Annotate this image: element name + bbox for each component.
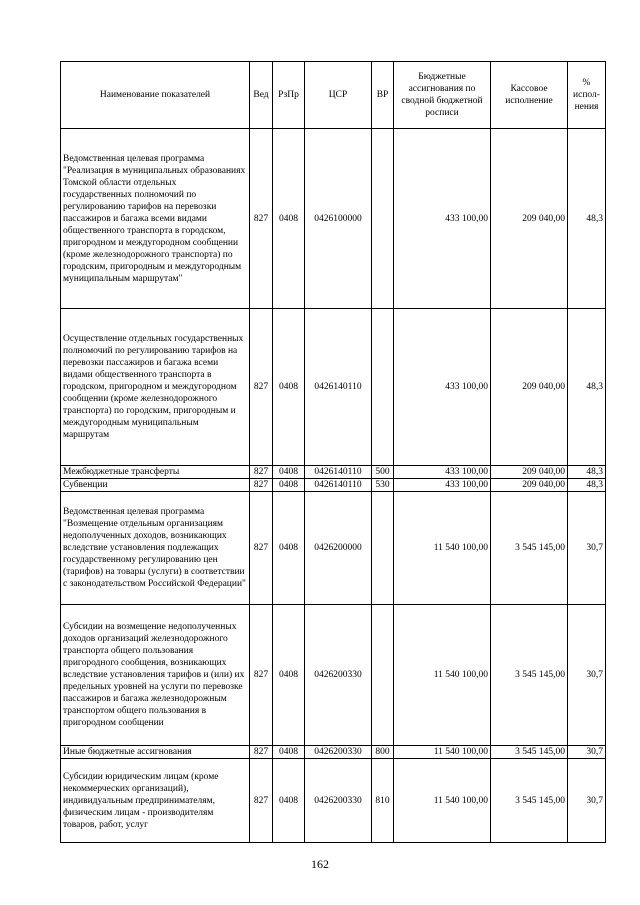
header-rzpr: РзПр bbox=[273, 62, 305, 129]
cell-percent: 30,7 bbox=[568, 605, 606, 746]
header-ved: Вед bbox=[250, 62, 273, 129]
cell-ved: 827 bbox=[250, 759, 273, 843]
cell-csr: 0426140110 bbox=[305, 479, 372, 492]
cell-csr: 0426100000 bbox=[305, 129, 372, 309]
cell-rzpr: 0408 bbox=[273, 466, 305, 479]
cell-vr: 800 bbox=[372, 746, 394, 759]
header-name: Наименование показателей bbox=[61, 62, 250, 129]
cell-rzpr: 0408 bbox=[273, 129, 305, 309]
cell-ved: 827 bbox=[250, 746, 273, 759]
cell-cash: 209 040,00 bbox=[491, 479, 568, 492]
cell-assignments: 11 540 100,00 bbox=[394, 492, 491, 605]
cell-vr bbox=[372, 129, 394, 309]
cell-vr: 500 bbox=[372, 466, 394, 479]
header-percent: % испол-нения bbox=[568, 62, 606, 129]
table-row bbox=[61, 492, 606, 605]
table-row bbox=[61, 759, 606, 843]
cell-assignments: 11 540 100,00 bbox=[394, 746, 491, 759]
cell-rzpr: 0408 bbox=[273, 309, 305, 466]
cell-assignments: 433 100,00 bbox=[394, 479, 491, 492]
cell-ved: 827 bbox=[250, 129, 273, 309]
cell-percent: 48,3 bbox=[568, 309, 606, 466]
cell-cash: 3 545 145,00 bbox=[491, 492, 568, 605]
cell-name: Субсидии на возмещение недополученных доходов организаций железнодорожного транспорта общего пользования пригородного сообщения, возникающих вследствие установления тарифов и (или) их предельных уровней на услуги по перевозке пассажиров и багажа железнодорожным транспортом общего пользования в пригородном сообщении bbox=[63, 622, 245, 728]
cell-name: Ведомственная целевая программа "Реализация в муниципальных образованиях Томской области отдельных государственных полномочий по регулированию тарифов на перевозки пассажиров и багажа всеми видами общественного транспорта в городском, пригородном и междугородном сообщении (кроме железнодорожного транспорта) по городским, пригородным и междугородным муниципальным маршрутам" bbox=[61, 129, 250, 309]
header-cash-execution: Кассовое исполнение bbox=[491, 62, 568, 129]
cell-csr: 0426140110 bbox=[305, 466, 372, 479]
cell-name: Осуществление отдельных государственных полномочий по регулированию тарифов на перевозки пассажиров и багажа всеми видами общественного транспорта в городском, пригородном и междугородном сообщении (кроме железнодорожного транспорта) по городским, пригородным и междугородным муниципальным маршрутам bbox=[61, 309, 250, 466]
cell-csr: 0426200000 bbox=[305, 492, 372, 605]
budget-table bbox=[60, 61, 606, 843]
header-vr: ВР bbox=[372, 62, 394, 129]
cell-percent: 48,3 bbox=[568, 479, 606, 492]
cell-assignments: 433 100,00 bbox=[394, 309, 491, 466]
table-row bbox=[61, 479, 606, 492]
table-row bbox=[61, 605, 606, 746]
cell-csr: 0426200330 bbox=[305, 746, 372, 759]
cell-assignments: 11 540 100,00 bbox=[394, 759, 491, 843]
cell-vr: 530 bbox=[372, 479, 394, 492]
cell-rzpr: 0408 bbox=[273, 759, 305, 843]
table-row bbox=[61, 466, 606, 479]
cell-ved: 827 bbox=[250, 492, 273, 605]
cell-assignments: 433 100,00 bbox=[394, 129, 491, 309]
cell-ved: 827 bbox=[250, 466, 273, 479]
cell-cash: 3 545 145,00 bbox=[491, 759, 568, 843]
cell-percent: 48,3 bbox=[568, 129, 606, 309]
cell-csr: 0426200330 bbox=[305, 759, 372, 843]
table-row bbox=[61, 309, 606, 466]
cell-csr: 0426140110 bbox=[305, 309, 372, 466]
cell-cash: 3 545 145,00 bbox=[491, 605, 568, 746]
cell-cash: 209 040,00 bbox=[491, 129, 568, 309]
cell-name: Субсидии юридическим лицам (кроме некоммерческих организаций), индивидуальным предпринимателям, физическим лицам - производителям товаров, работ, услуг bbox=[61, 759, 250, 843]
header-assignments: Бюджетные ассигнования по сводной бюджетной росписи bbox=[394, 62, 491, 129]
cell-assignments: 433 100,00 bbox=[394, 466, 491, 479]
cell-percent: 30,7 bbox=[568, 492, 606, 605]
cell-name: Субвенции bbox=[61, 479, 250, 492]
cell-name: Ведомственная целевая программа "Возмещение отдельным организациям недополученных доходов, возникающих вследствие установления подлежащих государственному регулированию цен (тарифов) на товары (услуги) в соответствии с законодательством Российской Федерации" bbox=[63, 507, 246, 589]
cell-vr bbox=[372, 605, 394, 746]
cell-csr: 0426200330 bbox=[305, 605, 372, 746]
cell-vr: 810 bbox=[372, 759, 394, 843]
table-row bbox=[61, 129, 606, 309]
cell-rzpr: 0408 bbox=[273, 605, 305, 746]
cell-cash: 209 040,00 bbox=[491, 309, 568, 466]
table-row bbox=[61, 746, 606, 759]
table-header-row bbox=[61, 62, 606, 129]
cell-assignments: 11 540 100,00 bbox=[394, 605, 491, 746]
cell-rzpr: 0408 bbox=[273, 479, 305, 492]
cell-percent: 48,3 bbox=[568, 466, 606, 479]
cell-percent: 30,7 bbox=[568, 746, 606, 759]
page-number: 162 bbox=[311, 857, 329, 871]
cell-rzpr: 0408 bbox=[273, 492, 305, 605]
cell-cash: 3 545 145,00 bbox=[491, 746, 568, 759]
cell-ved: 827 bbox=[250, 605, 273, 746]
header-csr: ЦСР bbox=[305, 62, 372, 129]
cell-vr bbox=[372, 309, 394, 466]
cell-ved: 827 bbox=[250, 479, 273, 492]
cell-ved: 827 bbox=[250, 309, 273, 466]
cell-percent: 30,7 bbox=[568, 759, 606, 843]
cell-cash: 209 040,00 bbox=[491, 466, 568, 479]
cell-name: Иные бюджетные ассигнования bbox=[61, 746, 250, 759]
cell-rzpr: 0408 bbox=[273, 746, 305, 759]
cell-vr bbox=[372, 492, 394, 605]
cell-name: Межбюджетные трансферты bbox=[61, 466, 250, 479]
